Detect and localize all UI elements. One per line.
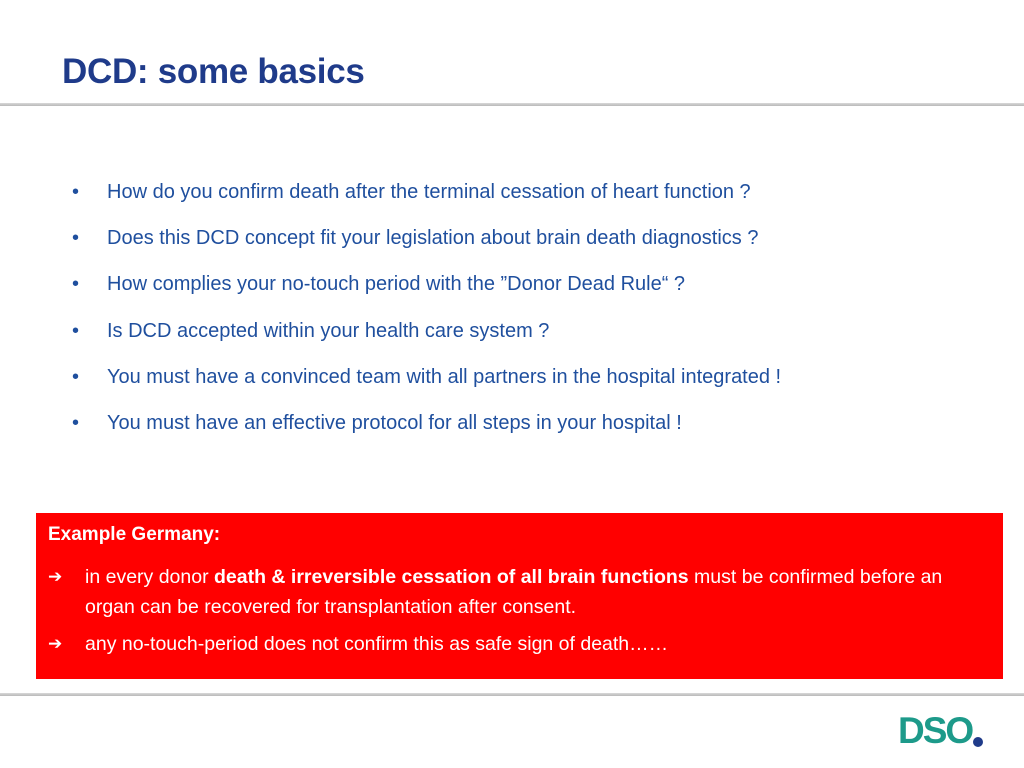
- example-heading: Example Germany:: [48, 524, 221, 545]
- bullet-item: [72, 224, 1002, 252]
- bullet-dot: •: [72, 319, 80, 342]
- point-text-pre: in every donor: [85, 566, 214, 588]
- top-divider: [0, 103, 1024, 106]
- example-point-text: [85, 562, 991, 622]
- bullet-dot: •: [72, 227, 80, 250]
- bullet-text: How complies your no-touch period with the ”Donor Dead Rule“ ?: [107, 273, 686, 296]
- bullet-text: How do you confirm death after the terminal cessation of heart function ?: [107, 181, 751, 203]
- bullet-dot: •: [72, 273, 80, 296]
- bullet-dot: •: [72, 365, 80, 388]
- bullet-text: Does this DCD concept fit your legislation about brain death diagnostics ?: [107, 227, 759, 250]
- point-text-post: must be confirmed before an organ can be recovered for transplantation after consent.: [85, 566, 943, 618]
- bottom-divider: [0, 693, 1024, 696]
- arrow-right-icon: ➔: [48, 567, 63, 586]
- bullet-item: [72, 270, 1002, 298]
- example-box: [36, 513, 1003, 679]
- bullet-text: Is DCD accepted within your health care system ?: [107, 319, 550, 342]
- bullet-item: [72, 409, 1002, 437]
- bullet-item: [72, 363, 1002, 391]
- bullet-text: You must have an effective protocol for all steps in your hospital !: [107, 411, 682, 434]
- bullet-dot: •: [72, 181, 80, 203]
- example-point: [48, 562, 991, 622]
- point-text-bold: death & irreversible cessation of all brain functions: [214, 566, 689, 588]
- bullet-text: You must have a convinced team with all partners in the hospital integrated !: [107, 365, 782, 388]
- example-point-text: any no-touch-period does not confirm this as safe sign of death……: [85, 633, 669, 655]
- bullet-item: [72, 178, 1002, 206]
- arrow-right-icon: ➔: [48, 634, 63, 653]
- dso-logo: [898, 712, 984, 748]
- bullet-dot: •: [72, 411, 80, 434]
- bullet-item: [72, 317, 1002, 345]
- bullet-list: [72, 178, 1002, 455]
- logo-text: DSO: [898, 712, 973, 748]
- logo-dot: [973, 737, 983, 747]
- slide-title: DCD: some basics: [62, 52, 365, 91]
- example-point: [48, 629, 991, 659]
